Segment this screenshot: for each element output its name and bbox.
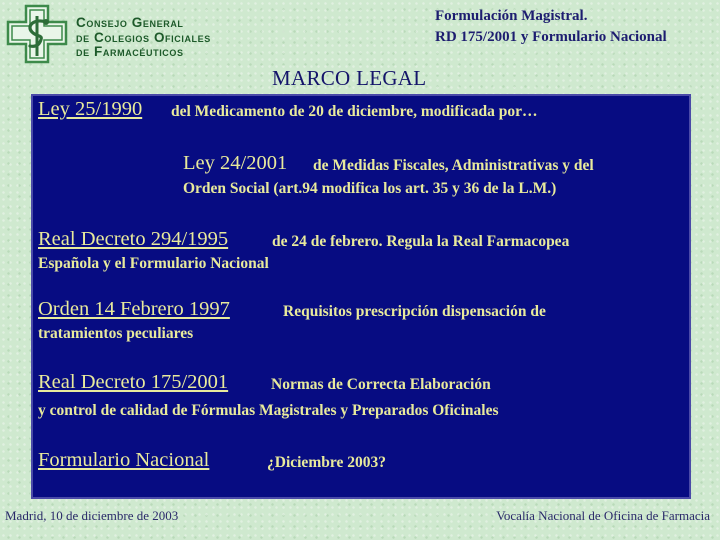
pharmacy-cross-logo-icon — [6, 4, 68, 64]
law-ley-24-2001-desc: de Medidas Fiscales, Administrativas y del — [313, 157, 594, 174]
law-formulario-nacional-desc: ¿Diciembre 2003? — [267, 454, 386, 471]
law-rd-294-1995-desc: de 24 de febrero. Regula la Real Farmacopea — [272, 233, 570, 250]
footer-organization: Vocalía Nacional de Oficina de Farmacia — [496, 508, 710, 523]
law-formulario-nacional: Formulario Nacional — [38, 449, 210, 471]
law-ley-25-1990-desc: del Medicamento de 20 de diciembre, modificada por… — [171, 103, 538, 120]
logo-line-3: de Farmacéuticos — [76, 44, 184, 59]
law-ley-24-2001-desc-2: Orden Social (art.94 modifica los art. 35 y 36 de la L.M.) — [183, 180, 557, 197]
law-rd-294-1995: Real Decreto 294/1995 — [38, 228, 229, 250]
logo-text — [76, 16, 211, 60]
logo-line-2: de Colegios Oficiales — [76, 29, 211, 45]
law-ley-25-1990: Ley 25/1990 — [38, 98, 143, 120]
header-subtitle-line-2: RD 175/2001 y Formulario Nacional — [435, 29, 667, 45]
law-rd-175-2001-desc: Normas de Correcta Elaboración — [271, 376, 491, 393]
law-orden-14-febrero-1997-desc: Requisitos prescripción dispensación de — [283, 303, 546, 320]
law-orden-14-febrero-1997-desc-2: tratamientos peculiares — [38, 325, 194, 342]
footer-date: Madrid, 10 de diciembre de 2003 — [5, 508, 179, 523]
logo-line-1: Consejo General — [76, 15, 184, 30]
law-orden-14-febrero-1997: Orden 14 Febrero 1997 — [38, 298, 230, 320]
header-subtitle — [435, 6, 720, 48]
page-title: MARCO LEGAL — [272, 66, 427, 90]
cgcof-logo — [6, 4, 221, 66]
law-ley-24-2001: Ley 24/2001 — [183, 152, 288, 174]
header-subtitle-line-1: Formulación Magistral. — [435, 8, 588, 24]
law-rd-175-2001: Real Decreto 175/2001 — [38, 371, 229, 393]
content-panel — [31, 94, 691, 499]
law-rd-175-2001-desc-2: y control de calidad de Fórmulas Magistrales y Preparados Oficinales — [38, 402, 499, 419]
law-rd-294-1995-desc-2: Española y el Formulario Nacional — [38, 255, 269, 272]
